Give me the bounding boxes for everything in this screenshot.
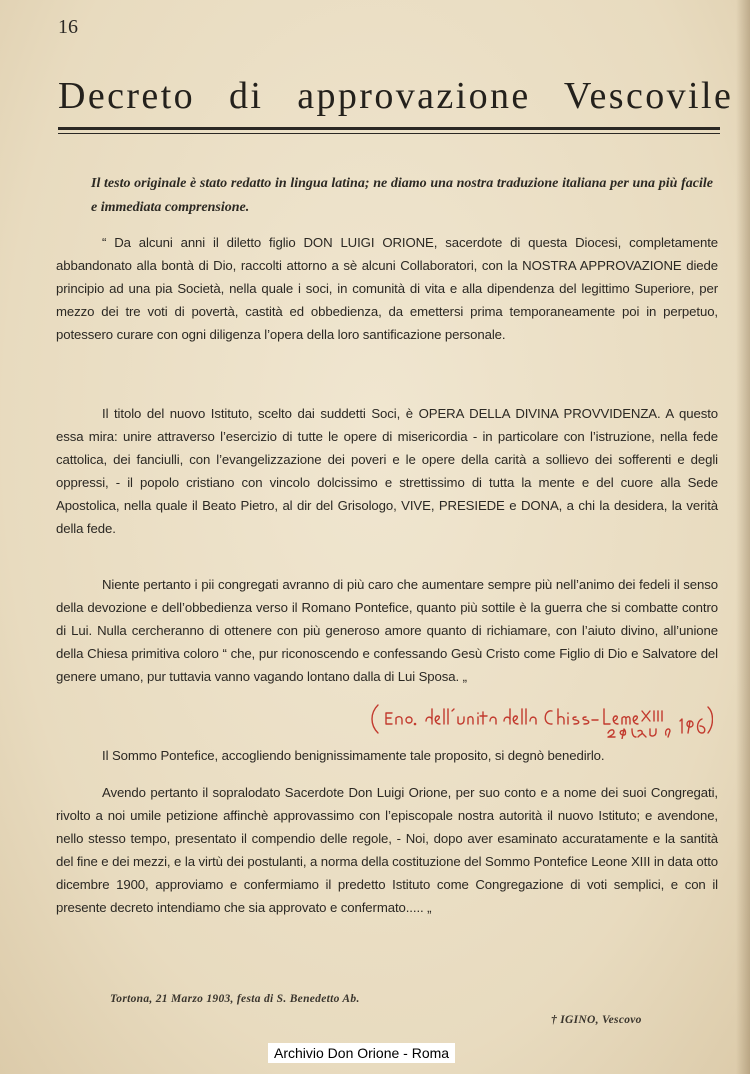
decree-paragraph-2 <box>56 402 718 541</box>
paragraph-text: Il titolo del nuovo Istituto, scelto dai suddetti Soci, è OPERA DELLA DIVINA PROVVIDENZA. A questo essa mira: unire attraverso l’esercizio di tutte le opere di misericordia - in particolare con l’istruzione, nella fede cattolica, dei fanciulli, con l’evangelizzazione dei poveri e le opere della carità a sollievo dei sofferenti e degli oppressi, - il popolo cristiano con vincolo dolcissimo e strettissimo di tutta la mente e del cuore alla Sede Apostolica, nella quale il Beato Pietro, al dir del Grisologo, VIVE, PRESIEDE e DONA, a chi la desidera, la verità della fede. <box>56 406 718 537</box>
decree-paragraph-5 <box>56 781 718 920</box>
paragraph-text: Niente pertanto i pii congregati avranno di più caro che aumentare sempre più nell’animo dei fedeli il senso della devozione e dell’obbedienza verso il Romano Pontefice, quanto più sottile è la guerra che si combatte contro di Lui. Nulla cercheranno di ottenere con più generoso amore quanto di richiamare, con l’aiuto divino, all’unione della Chiesa primitiva coloro “ che, pur riconoscendo e confessando Gesù Cristo come Figlio di Dio e Salvatore del genere umano, pur tuttavia vanno vagando lontano dalla di Lui Sposa. „ <box>56 577 718 685</box>
paragraph-text: Avendo pertanto il sopralodato Sacerdote Don Luigi Orione, per suo conto e a nome dei suoi Congregati, rivolto a noi umile petizione affinchè approvassimo con l’episcopale nostra autorità il nuovo Istituto; e avendone, nello stesso tempo, presentato il compendio delle regole, - Noi, dopo aver esaminato accuratamente e la santità del fine e dei mezzi, e la virtù dei postulanti, a norma della costituzione del Sommo Pontefice Leone XIII in data otto dicembre 1900, approviamo e confermiamo il predetto Istituto come Congregazione di voti semplici, e con il presente decreto intendiamo che sia approvato e confermato..... „ <box>56 785 718 916</box>
handwritten-annotation <box>368 699 713 739</box>
archive-label: Archivio Don Orione - Roma <box>268 1043 455 1063</box>
translation-note: Il testo originale è stato redatto in lingua latina; ne diamo una nostra traduzione italiana per una più facile e immediata comprensione. <box>91 176 713 215</box>
page-title: Decreto di approvazione Vescovile <box>58 75 734 117</box>
decree-paragraph-3 <box>56 573 718 688</box>
signature-place-date: Tortona, 21 Marzo 1903, festa di S. Benedetto Ab. <box>110 993 360 1005</box>
handwriting-strokes <box>372 705 713 739</box>
title-rule-thick <box>58 127 720 130</box>
title-rule-thin <box>58 133 720 134</box>
paragraph-text: “ Da alcuni anni il diletto figlio DON LUIGI ORIONE, sacerdote di questa Diocesi, completamente abbandonato alla bontà di Dio, raccolti attorno a sè alcuni Collaboratori, con la NOSTRA APPROVAZIONE diede principio ad una pia Società, nella quale i soci, in comunità di vita e alla dipendenza del legittimo Superiore, per mezzo dei tre voti di povertà, castità ed obbedienza, da emettersi prima temporaneamente poi in perpetuo, potessero curare con ogni diligenza l’opera della loro santificazione personale. <box>56 235 718 343</box>
decree-paragraph-1 <box>56 231 718 346</box>
page-edge-shadow <box>736 0 750 1074</box>
decree-paragraph-4 <box>56 744 718 767</box>
paragraph-text: Il Sommo Pontefice, accogliendo benignissimamente tale proposito, si degnò benedirlo. <box>102 748 605 763</box>
signature-bishop: † IGINO, Vescovo <box>551 1014 642 1026</box>
page-number: 16 <box>58 16 78 38</box>
